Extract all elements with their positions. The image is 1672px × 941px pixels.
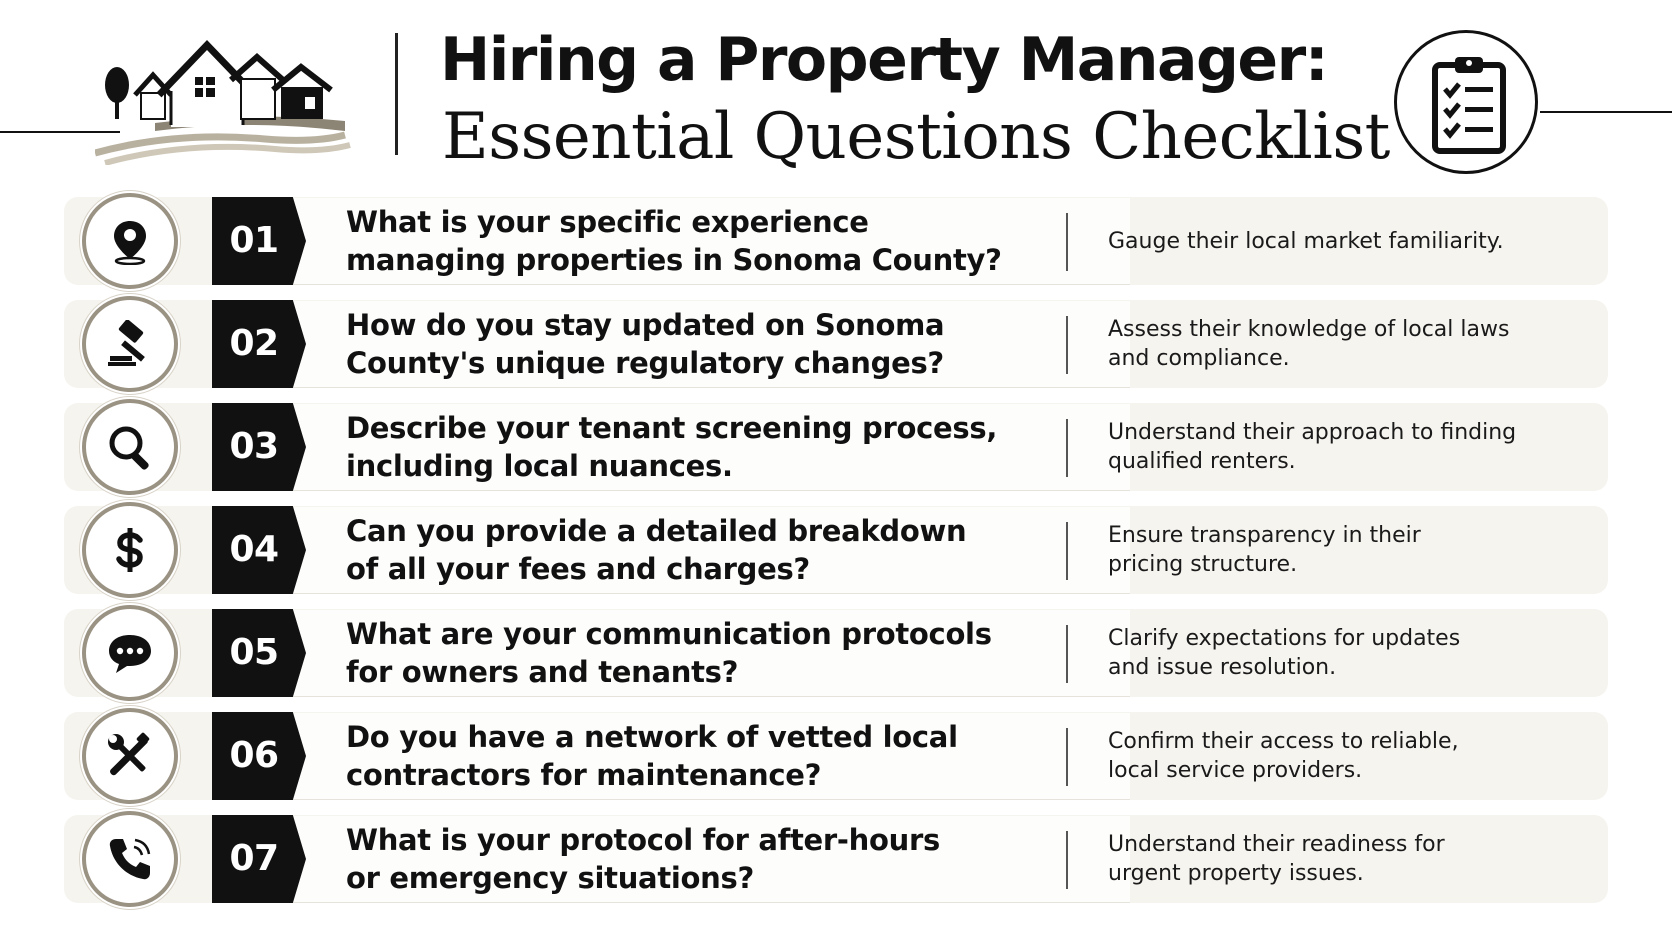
page-subtitle: Essential Questions Checklist — [442, 100, 1390, 174]
tip-line: Understand their readiness for — [1108, 832, 1445, 857]
item-number: 04 — [229, 529, 279, 570]
gavel-icon — [106, 320, 154, 368]
item-number: 02 — [229, 323, 279, 364]
tip-text — [1108, 712, 1588, 800]
tip-line: Gauge their local market familiarity. — [1108, 228, 1504, 254]
clipboard-checklist-icon — [1431, 55, 1507, 155]
column-divider — [1066, 625, 1068, 683]
item-number: 01 — [229, 220, 279, 261]
checklist-row-07 — [64, 815, 1608, 903]
tip-line: and issue resolution. — [1108, 655, 1337, 680]
tip-text — [1108, 403, 1588, 491]
column-divider — [1066, 213, 1068, 271]
dollar-sign-icon — [106, 526, 154, 574]
question-line: How do you stay updated on Sonoma — [346, 308, 945, 342]
column-divider — [1066, 419, 1068, 477]
checklist-row-02 — [64, 300, 1608, 388]
tip-line: local service providers. — [1108, 758, 1363, 783]
row-icon-ring — [82, 605, 178, 701]
row-icon-ring — [82, 811, 178, 907]
phone-icon — [106, 835, 154, 883]
question-text — [346, 203, 1106, 279]
checklist-row-04 — [64, 506, 1608, 594]
row-icon-ring — [82, 296, 178, 392]
column-divider — [1066, 831, 1068, 889]
question-line: or emergency situations? — [346, 861, 754, 895]
question-line: managing properties in Sonoma County? — [346, 243, 1002, 277]
checklist-row-01 — [64, 197, 1608, 285]
question-text — [346, 512, 1106, 588]
item-number: 03 — [229, 426, 279, 467]
column-divider — [1066, 728, 1068, 786]
tip-text — [1108, 300, 1588, 388]
tip-line: urgent property issues. — [1108, 861, 1364, 886]
checklist-row-03 — [64, 403, 1608, 491]
question-line: What are your communication protocols — [346, 617, 992, 651]
question-line: Do you have a network of vetted local — [346, 720, 958, 754]
tip-line: qualified renters. — [1108, 449, 1296, 474]
question-line: contractors for maintenance? — [346, 758, 822, 792]
clipboard-badge — [1394, 30, 1538, 174]
tip-line: Confirm their access to reliable, — [1108, 729, 1459, 754]
houses-logo-icon — [95, 35, 365, 165]
title-divider — [395, 33, 398, 155]
question-text — [346, 615, 1106, 691]
item-number: 07 — [229, 838, 279, 879]
checklist-row-06 — [64, 712, 1608, 800]
tip-line: Understand their approach to finding — [1108, 420, 1517, 445]
wrench-screwdriver-icon — [106, 732, 154, 780]
row-icon-ring — [82, 708, 178, 804]
location-pin-icon — [106, 217, 154, 265]
tip-line: Clarify expectations for updates — [1108, 626, 1461, 651]
question-text — [346, 718, 1106, 794]
item-number: 05 — [229, 632, 279, 673]
page-title: Hiring a Property Manager: — [440, 25, 1328, 95]
tip-text — [1108, 197, 1588, 285]
item-number: 06 — [229, 735, 279, 776]
chat-bubble-icon — [106, 629, 154, 677]
tip-line: Ensure transparency in their — [1108, 523, 1421, 548]
tip-text — [1108, 609, 1588, 697]
question-line: of all your fees and charges? — [346, 552, 810, 586]
question-line: What is your protocol for after-hours — [346, 823, 940, 857]
question-text — [346, 821, 1106, 897]
magnifying-glass-icon — [106, 423, 154, 471]
question-line: What is your specific experience — [346, 205, 869, 239]
tip-text — [1108, 506, 1588, 594]
question-line: for owners and tenants? — [346, 655, 739, 689]
row-icon-ring — [82, 193, 178, 289]
column-divider — [1066, 316, 1068, 374]
question-line: Describe your tenant screening process, — [346, 411, 998, 445]
question-line: Can you provide a detailed breakdown — [346, 514, 967, 548]
header — [0, 0, 1672, 190]
row-icon-ring — [82, 399, 178, 495]
question-line: including local nuances. — [346, 449, 733, 483]
tip-line: Assess their knowledge of local laws — [1108, 317, 1510, 342]
question-line: County's unique regulatory changes? — [346, 346, 944, 380]
question-text — [346, 409, 1106, 485]
checklist-row-05 — [64, 609, 1608, 697]
header-rule-right — [1540, 111, 1672, 113]
tip-line: pricing structure. — [1108, 552, 1298, 577]
question-text — [346, 306, 1106, 382]
column-divider — [1066, 522, 1068, 580]
tip-text — [1108, 815, 1588, 903]
tip-line: and compliance. — [1108, 346, 1290, 371]
row-icon-ring — [82, 502, 178, 598]
